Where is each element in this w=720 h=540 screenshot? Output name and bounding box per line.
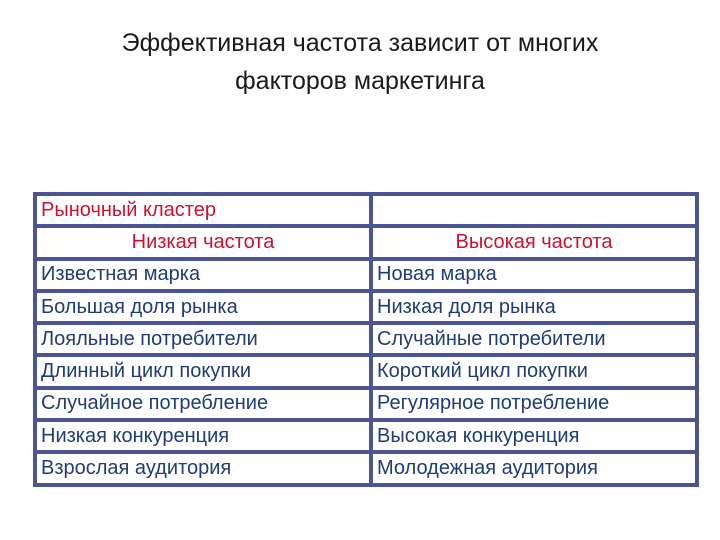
low-cell: Длинный цикл покупки <box>35 355 371 387</box>
header-high-frequency: Высокая частота <box>371 226 697 258</box>
low-cell: Лояльные потребители <box>35 323 371 355</box>
high-cell: Новая марка <box>371 259 697 291</box>
high-cell: Случайные потребители <box>371 323 697 355</box>
header-low-frequency: Низкая частота <box>35 226 371 258</box>
frequency-table <box>33 192 699 487</box>
frequency-table-wrapper <box>33 192 699 487</box>
cluster-label: Рыночный кластер <box>35 194 371 226</box>
high-cell: Низкая доля рынка <box>371 291 697 323</box>
table-row <box>35 259 697 291</box>
cluster-row <box>35 194 697 226</box>
table-row <box>35 388 697 420</box>
table-row <box>35 420 697 452</box>
slide-title <box>60 24 660 100</box>
cluster-empty-cell <box>371 194 697 226</box>
low-cell: Случайное потребление <box>35 388 371 420</box>
high-cell: Молодежная аудитория <box>371 452 697 484</box>
low-cell: Известная марка <box>35 259 371 291</box>
low-cell: Большая доля рынка <box>35 291 371 323</box>
header-row <box>35 226 697 258</box>
high-cell: Короткий цикл покупки <box>371 355 697 387</box>
table-row <box>35 291 697 323</box>
high-cell: Высокая конкуренция <box>371 420 697 452</box>
title-line-2: факторов маркетинга <box>235 67 485 95</box>
low-cell: Взрослая аудитория <box>35 452 371 484</box>
table-row <box>35 323 697 355</box>
table-row <box>35 355 697 387</box>
low-cell: Низкая конкуренция <box>35 420 371 452</box>
title-line-1: Эффективная частота зависит от многих <box>121 29 599 57</box>
table-row <box>35 452 697 484</box>
high-cell: Регулярное потребление <box>371 388 697 420</box>
